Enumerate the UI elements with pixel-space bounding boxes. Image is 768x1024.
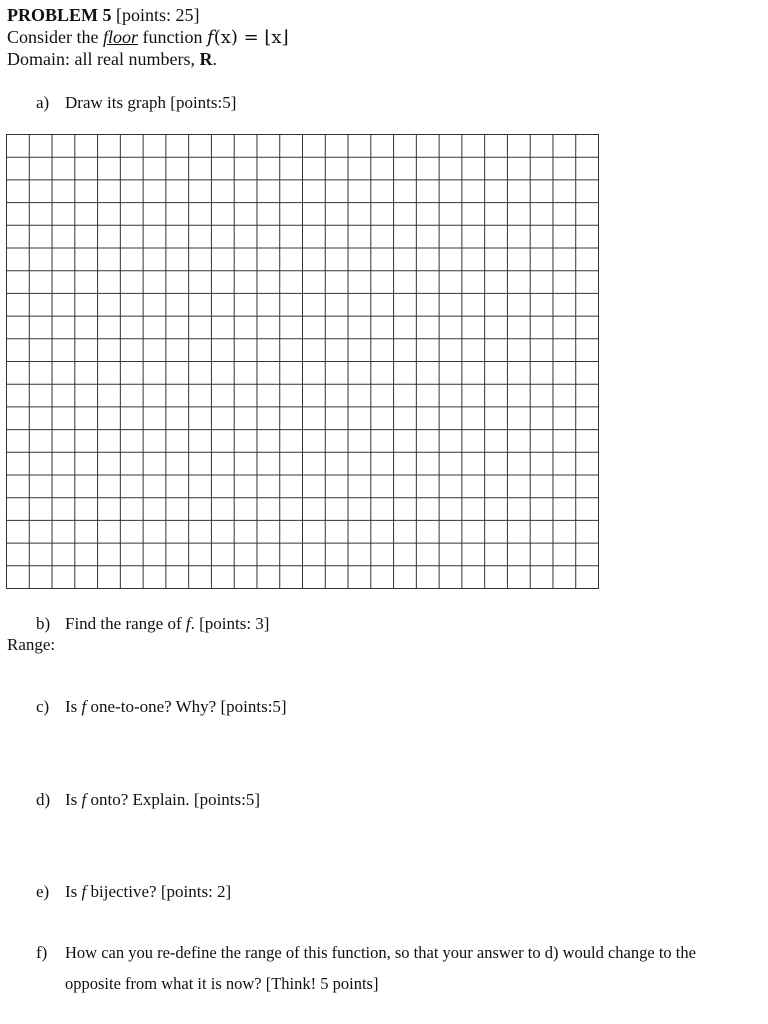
question-e-is: Is — [65, 882, 78, 901]
question-f-line2: opposite from what it is now? [Think! 5 points] — [65, 974, 379, 993]
question-e-rest: bijective? [points: 2] — [90, 882, 232, 901]
formula-f: f — [207, 27, 214, 48]
question-e-f: f — [81, 882, 87, 901]
question-b-suffix: . [points: 3] — [190, 614, 270, 633]
question-c-letter: c) — [36, 697, 50, 716]
domain-end: . — [212, 49, 217, 69]
question-c-rest: one-to-one? Why? [points:5] — [90, 697, 287, 716]
consider-prefix: Consider the — [7, 27, 99, 47]
question-b-text — [65, 613, 269, 635]
question-a-letter: a) — [36, 93, 50, 112]
graph-grid[interactable] — [6, 134, 599, 589]
graph-grid-svg[interactable] — [6, 134, 599, 589]
question-c-f: f — [81, 697, 87, 716]
question-a-text: Draw its graph [points:5] — [65, 93, 237, 112]
question-d-is: Is — [65, 790, 78, 809]
question-d-text — [65, 789, 260, 811]
domain-prefix: Domain: all real numbers, — [7, 49, 195, 69]
range-label: Range: — [7, 635, 56, 654]
domain-symbol: R — [199, 49, 213, 69]
question-b-letter: b) — [36, 614, 51, 633]
question-f-line1: How can you re-define the range of this function, so that your answer to d) would change to the — [65, 943, 696, 962]
question-b-prefix: Find the range of — [65, 614, 182, 633]
problem-points: [points: 25] — [116, 5, 200, 25]
problem-title: PROBLEM 5 — [7, 5, 112, 25]
question-f-letter: f) — [36, 943, 48, 962]
question-e-letter: e) — [36, 882, 50, 901]
formula-rest: (x) = ⌊x⌋ — [213, 27, 289, 48]
question-d-rest: onto? Explain. [points:5] — [90, 790, 261, 809]
question-c-text — [65, 696, 287, 718]
problem-heading — [7, 4, 200, 26]
question-e-text — [65, 881, 231, 903]
function-word: function — [142, 27, 203, 47]
question-c-is: Is — [65, 697, 78, 716]
question-b-f: f — [185, 614, 191, 633]
floor-word: floor — [103, 27, 139, 47]
problem-statement — [7, 26, 289, 49]
question-d-f: f — [81, 790, 87, 809]
domain-statement — [7, 48, 217, 70]
question-d-letter: d) — [36, 790, 51, 809]
